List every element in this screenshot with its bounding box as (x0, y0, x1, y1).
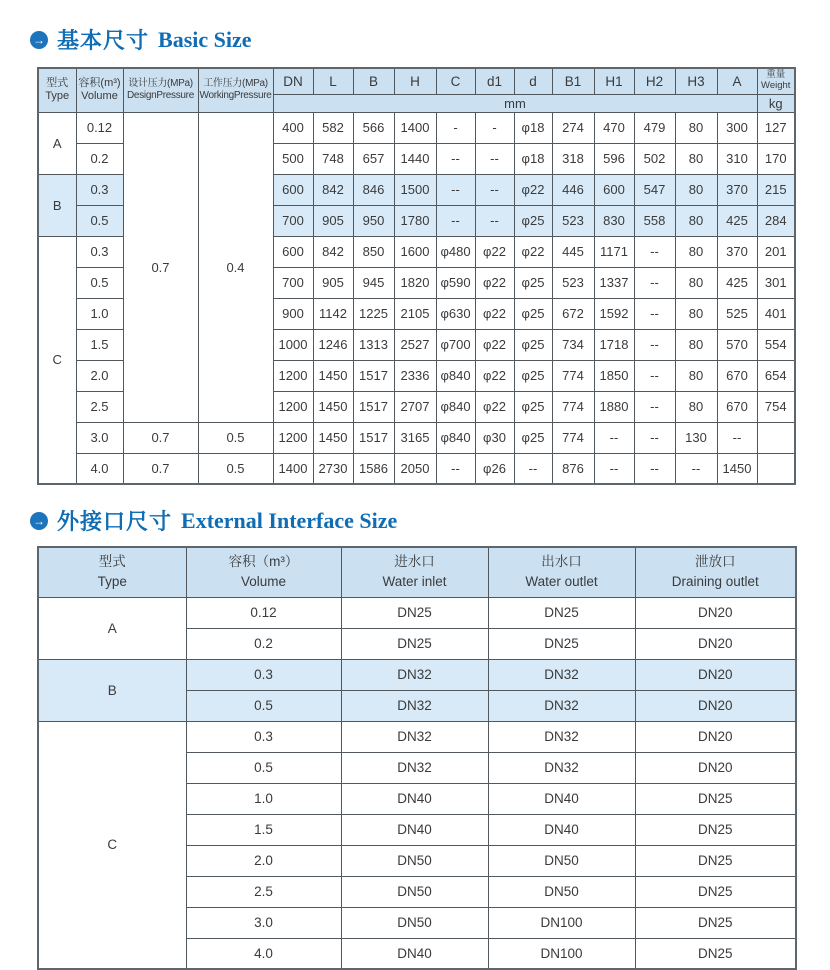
dim-cell: 1517 (353, 360, 394, 391)
water-outlet-cell: DN40 (488, 814, 635, 845)
dim-cell: 876 (552, 453, 594, 484)
draining-outlet-cell: DN25 (635, 783, 796, 814)
dim-cell: 596 (594, 143, 634, 174)
water-outlet-cell: DN50 (488, 876, 635, 907)
dim-cell: 310 (717, 143, 757, 174)
water-outlet-cell: DN100 (488, 907, 635, 938)
dim-cell: 3165 (394, 422, 436, 453)
dim-cell: 80 (675, 205, 717, 236)
weight-cell: 201 (757, 236, 795, 267)
basic-size-title (0, 0, 830, 55)
weight-cell: 215 (757, 174, 795, 205)
col-header-draining-outlet (635, 547, 796, 597)
dim-cell: 1000 (273, 329, 313, 360)
dim-cell: 905 (313, 267, 353, 298)
basic-size-title-zh: 基本尺寸 (57, 28, 150, 53)
draining-outlet-cell: DN25 (635, 876, 796, 907)
dim-cell: -- (634, 298, 675, 329)
dim-cell: - (475, 112, 514, 143)
dim-cell: 842 (313, 174, 353, 205)
draining-outlet-cell: DN20 (635, 659, 796, 690)
water-outlet-cell: DN32 (488, 721, 635, 752)
dim-cell: -- (634, 236, 675, 267)
dim-cell: 1225 (353, 298, 394, 329)
dim-cell: -- (634, 453, 675, 484)
dim-cell: 80 (675, 360, 717, 391)
dim-cell: φ22 (475, 329, 514, 360)
dim-cell: φ30 (475, 422, 514, 453)
dim-cell: 670 (717, 391, 757, 422)
volume-cell: 4.0 (76, 453, 123, 484)
volume-cell: 2.5 (186, 876, 341, 907)
dim-cell: 300 (717, 112, 757, 143)
type-cell: B (38, 659, 186, 721)
working-pressure-cell: 0.5 (198, 453, 273, 484)
dim-cell: -- (594, 422, 634, 453)
volume-cell: 0.5 (76, 267, 123, 298)
dim-cell: 1337 (594, 267, 634, 298)
draining-outlet-cell: DN25 (635, 845, 796, 876)
type-cell: C (38, 721, 186, 969)
water-inlet-cell: DN40 (341, 783, 488, 814)
water-outlet-cell: DN50 (488, 845, 635, 876)
table-row (38, 659, 796, 690)
water-inlet-cell: DN32 (341, 659, 488, 690)
col-header-type (38, 547, 186, 597)
water-inlet-cell: DN32 (341, 752, 488, 783)
dim-cell: 80 (675, 174, 717, 205)
dim-cell: 570 (717, 329, 757, 360)
dim-cell: 1200 (273, 391, 313, 422)
col-header-h1: H1 (594, 68, 634, 94)
type-cell: B (38, 174, 76, 236)
volume-cell: 0.3 (76, 174, 123, 205)
dim-cell: -- (634, 391, 675, 422)
external-interface-table-header (38, 547, 796, 597)
working-pressure-cell: 0.4 (198, 112, 273, 422)
dim-cell: 774 (552, 360, 594, 391)
dim-cell: φ22 (475, 360, 514, 391)
header-label-zh: 重量 (766, 69, 786, 81)
dim-cell: -- (594, 453, 634, 484)
col-header-water-outlet (488, 547, 635, 597)
water-outlet-cell: DN25 (488, 628, 635, 659)
weight-cell: 554 (757, 329, 795, 360)
unit-mm-cell: mm (273, 94, 757, 112)
dim-cell: 774 (552, 391, 594, 422)
dim-cell: φ25 (514, 360, 552, 391)
water-outlet-cell: DN100 (488, 938, 635, 969)
volume-cell: 2.0 (76, 360, 123, 391)
col-header-weight (757, 68, 795, 94)
dim-cell: 846 (353, 174, 394, 205)
dim-cell: 1246 (313, 329, 353, 360)
dim-cell: φ25 (514, 205, 552, 236)
dim-cell: -- (634, 360, 675, 391)
dim-cell: -- (634, 422, 675, 453)
volume-cell: 1.5 (76, 329, 123, 360)
volume-cell: 2.5 (76, 391, 123, 422)
dim-cell: φ22 (475, 298, 514, 329)
dim-cell: φ25 (514, 298, 552, 329)
col-header-dn: DN (273, 68, 313, 94)
dim-cell: -- (436, 205, 475, 236)
dim-cell: 1820 (394, 267, 436, 298)
dim-cell: - (436, 112, 475, 143)
water-inlet-cell: DN25 (341, 628, 488, 659)
header-label-zh: 进水口 (394, 554, 435, 569)
volume-cell: 3.0 (76, 422, 123, 453)
draining-outlet-cell: DN20 (635, 752, 796, 783)
col-header-a: A (717, 68, 757, 94)
dim-cell: 1142 (313, 298, 353, 329)
volume-cell: 0.2 (76, 143, 123, 174)
dim-cell: 1780 (394, 205, 436, 236)
header-label-zh: 型式 (98, 554, 126, 569)
weight-cell: 401 (757, 298, 795, 329)
draining-outlet-cell: DN20 (635, 690, 796, 721)
header-label-en: WorkingPressure (199, 90, 272, 102)
water-outlet-cell: DN32 (488, 752, 635, 783)
dim-cell: 945 (353, 267, 394, 298)
volume-cell: 3.0 (186, 907, 341, 938)
header-label-zh: 容积（m³） (228, 554, 299, 569)
dim-cell: 80 (675, 267, 717, 298)
dim-cell: 900 (273, 298, 313, 329)
dim-cell: 670 (717, 360, 757, 391)
col-header-l: L (313, 68, 353, 94)
weight-cell (757, 422, 795, 453)
dim-cell: 1450 (313, 422, 353, 453)
volume-cell: 2.0 (186, 845, 341, 876)
dim-cell: 2527 (394, 329, 436, 360)
external-interface-title-en: External Interface Size (181, 507, 398, 533)
col-header-h2: H2 (634, 68, 675, 94)
header-label-zh: 容积(m³) (78, 77, 121, 90)
dim-cell: 774 (552, 422, 594, 453)
col-header-working-pressure (198, 68, 273, 112)
header-label-zh: 泄放口 (695, 554, 736, 569)
water-inlet-cell: DN32 (341, 721, 488, 752)
dim-cell: -- (475, 174, 514, 205)
dim-cell: 80 (675, 329, 717, 360)
dim-cell: 950 (353, 205, 394, 236)
volume-cell: 0.5 (186, 752, 341, 783)
col-header-c: C (436, 68, 475, 94)
col-header-type (38, 68, 76, 112)
dim-cell: 1850 (594, 360, 634, 391)
type-cell: A (38, 597, 186, 659)
volume-cell: 0.12 (76, 112, 123, 143)
weight-cell: 654 (757, 360, 795, 391)
working-pressure-cell: 0.5 (198, 422, 273, 453)
basic-size-table-header (38, 68, 795, 112)
dim-cell: 1600 (394, 236, 436, 267)
basic-size-table (37, 67, 796, 485)
dim-cell: φ22 (514, 236, 552, 267)
dim-cell: 274 (552, 112, 594, 143)
dim-cell: 370 (717, 236, 757, 267)
dim-cell: -- (436, 174, 475, 205)
col-header-water-inlet (341, 547, 488, 597)
type-cell: C (38, 236, 76, 484)
dim-cell: 600 (273, 236, 313, 267)
volume-cell: 1.0 (186, 783, 341, 814)
dim-cell: 130 (675, 422, 717, 453)
volume-cell: 1.5 (186, 814, 341, 845)
dim-cell: φ480 (436, 236, 475, 267)
dim-cell: 558 (634, 205, 675, 236)
dim-cell: 700 (273, 205, 313, 236)
col-header-h3: H3 (675, 68, 717, 94)
dim-cell: φ18 (514, 112, 552, 143)
arrow-right-circle-icon: → (30, 31, 48, 49)
water-outlet-cell: DN40 (488, 783, 635, 814)
dim-cell: 547 (634, 174, 675, 205)
dim-cell: 470 (594, 112, 634, 143)
dim-cell: φ22 (475, 236, 514, 267)
water-inlet-cell: DN32 (341, 690, 488, 721)
volume-cell: 0.3 (76, 236, 123, 267)
dim-cell: 500 (273, 143, 313, 174)
header-label-en: Type (45, 90, 70, 103)
dim-cell: 1500 (394, 174, 436, 205)
dim-cell: 748 (313, 143, 353, 174)
unit-kg-cell: kg (757, 94, 795, 112)
dim-cell: 2105 (394, 298, 436, 329)
dim-cell: 850 (353, 236, 394, 267)
design-pressure-cell: 0.7 (123, 112, 198, 422)
external-interface-table-body (38, 597, 796, 969)
dim-cell: 1718 (594, 329, 634, 360)
dim-cell: 370 (717, 174, 757, 205)
dim-cell: 905 (313, 205, 353, 236)
water-outlet-cell: DN32 (488, 690, 635, 721)
col-header-d1: d1 (475, 68, 514, 94)
dim-cell: 1400 (394, 112, 436, 143)
weight-cell: 127 (757, 112, 795, 143)
dim-cell: -- (717, 422, 757, 453)
dim-cell: 600 (273, 174, 313, 205)
dim-cell: 80 (675, 143, 717, 174)
weight-cell: 301 (757, 267, 795, 298)
volume-cell: 0.5 (186, 690, 341, 721)
dim-cell: 80 (675, 112, 717, 143)
dim-cell: φ25 (514, 422, 552, 453)
dim-cell: 425 (717, 205, 757, 236)
draining-outlet-cell: DN25 (635, 938, 796, 969)
dim-cell: 425 (717, 267, 757, 298)
dim-cell: φ26 (475, 453, 514, 484)
dim-cell: φ25 (514, 329, 552, 360)
header-label-zh: 工作压力(MPa) (203, 77, 268, 89)
dim-cell: -- (475, 205, 514, 236)
dim-cell: 1450 (717, 453, 757, 484)
dim-cell: -- (675, 453, 717, 484)
external-interface-title (0, 485, 830, 536)
volume-cell: 0.3 (186, 659, 341, 690)
table-row (38, 112, 795, 143)
draining-outlet-cell: DN25 (635, 814, 796, 845)
weight-cell: 170 (757, 143, 795, 174)
dim-cell: 1450 (313, 360, 353, 391)
volume-cell: 1.0 (76, 298, 123, 329)
col-header-design-pressure (123, 68, 198, 112)
dim-cell: 318 (552, 143, 594, 174)
dim-cell: -- (475, 143, 514, 174)
dim-cell: φ25 (514, 391, 552, 422)
header-label-en: Volume (240, 574, 287, 590)
dim-cell: 523 (552, 267, 594, 298)
water-outlet-cell: DN25 (488, 597, 635, 628)
header-label-en: Draining outlet (671, 574, 759, 590)
dim-cell: 445 (552, 236, 594, 267)
dim-cell: 400 (273, 112, 313, 143)
draining-outlet-cell: DN20 (635, 597, 796, 628)
col-header-b: B (353, 68, 394, 94)
dim-cell: 700 (273, 267, 313, 298)
dim-cell: 830 (594, 205, 634, 236)
dim-cell: 1592 (594, 298, 634, 329)
dim-cell: 523 (552, 205, 594, 236)
col-header-volume (186, 547, 341, 597)
dim-cell: 2707 (394, 391, 436, 422)
dim-cell: -- (634, 329, 675, 360)
type-cell: A (38, 112, 76, 174)
col-header-d: d (514, 68, 552, 94)
dim-cell: 1400 (273, 453, 313, 484)
dim-cell: 582 (313, 112, 353, 143)
header-label-en: Water outlet (525, 574, 598, 590)
water-inlet-cell: DN40 (341, 814, 488, 845)
dim-cell: 1450 (313, 391, 353, 422)
volume-cell: 0.5 (76, 205, 123, 236)
dim-cell: φ840 (436, 360, 475, 391)
table-row (38, 422, 795, 453)
dim-cell: 446 (552, 174, 594, 205)
dim-cell: φ630 (436, 298, 475, 329)
col-header-h: H (394, 68, 436, 94)
dim-cell: φ840 (436, 391, 475, 422)
header-label-en: Weight (761, 80, 791, 92)
water-outlet-cell: DN32 (488, 659, 635, 690)
arrow-right-circle-icon: → (30, 512, 48, 530)
draining-outlet-cell: DN20 (635, 628, 796, 659)
dim-cell: -- (634, 267, 675, 298)
table-row (38, 597, 796, 628)
dim-cell: 2336 (394, 360, 436, 391)
dim-cell: 479 (634, 112, 675, 143)
dim-cell: 502 (634, 143, 675, 174)
dim-cell: 2050 (394, 453, 436, 484)
external-interface-title-zh: 外接口尺寸 (57, 509, 173, 534)
dim-cell: 2730 (313, 453, 353, 484)
dim-cell: 80 (675, 298, 717, 329)
table-row (38, 721, 796, 752)
dim-cell: 1440 (394, 143, 436, 174)
volume-cell: 0.2 (186, 628, 341, 659)
draining-outlet-cell: DN25 (635, 907, 796, 938)
dim-cell: 842 (313, 236, 353, 267)
volume-cell: 0.3 (186, 721, 341, 752)
dim-cell: 1517 (353, 391, 394, 422)
dim-cell: φ18 (514, 143, 552, 174)
col-header-volume (76, 68, 123, 112)
water-inlet-cell: DN25 (341, 597, 488, 628)
weight-cell (757, 453, 795, 484)
draining-outlet-cell: DN20 (635, 721, 796, 752)
dim-cell: 1200 (273, 360, 313, 391)
header-label-en: Water inlet (382, 574, 447, 590)
header-label-en: Type (97, 574, 127, 590)
table-row (38, 453, 795, 484)
dim-cell: 600 (594, 174, 634, 205)
dim-cell: 657 (353, 143, 394, 174)
dim-cell: 1517 (353, 422, 394, 453)
dim-cell: φ22 (475, 267, 514, 298)
dim-cell: -- (436, 453, 475, 484)
water-inlet-cell: DN50 (341, 845, 488, 876)
weight-cell: 754 (757, 391, 795, 422)
basic-size-title-en: Basic Size (158, 26, 252, 52)
dim-cell: φ22 (514, 174, 552, 205)
header-label-zh: 出水口 (541, 554, 582, 569)
dim-cell: φ840 (436, 422, 475, 453)
dim-cell: -- (514, 453, 552, 484)
dim-cell: φ700 (436, 329, 475, 360)
dim-cell: 1200 (273, 422, 313, 453)
dim-cell: 672 (552, 298, 594, 329)
design-pressure-cell: 0.7 (123, 422, 198, 453)
dim-cell: -- (436, 143, 475, 174)
dim-cell: 80 (675, 391, 717, 422)
volume-cell: 4.0 (186, 938, 341, 969)
dim-cell: φ590 (436, 267, 475, 298)
header-label-zh: 型式 (46, 77, 69, 90)
dim-cell: 80 (675, 236, 717, 267)
col-header-b1: B1 (552, 68, 594, 94)
dim-cell: 1880 (594, 391, 634, 422)
design-pressure-cell: 0.7 (123, 453, 198, 484)
dim-cell: 525 (717, 298, 757, 329)
dim-cell: 734 (552, 329, 594, 360)
weight-cell: 284 (757, 205, 795, 236)
dim-cell: 1171 (594, 236, 634, 267)
header-label-en: Volume (81, 90, 118, 103)
dim-cell: φ25 (514, 267, 552, 298)
dim-cell: 1313 (353, 329, 394, 360)
dim-cell: 566 (353, 112, 394, 143)
water-inlet-cell: DN40 (341, 938, 488, 969)
external-interface-table (37, 546, 797, 970)
water-inlet-cell: DN50 (341, 907, 488, 938)
header-label-en: DesignPressure (127, 90, 194, 102)
header-label-zh: 设计压力(MPa) (128, 77, 193, 89)
basic-size-table-body (38, 112, 795, 484)
dim-cell: φ22 (475, 391, 514, 422)
water-inlet-cell: DN50 (341, 876, 488, 907)
dim-cell: 1586 (353, 453, 394, 484)
volume-cell: 0.12 (186, 597, 341, 628)
